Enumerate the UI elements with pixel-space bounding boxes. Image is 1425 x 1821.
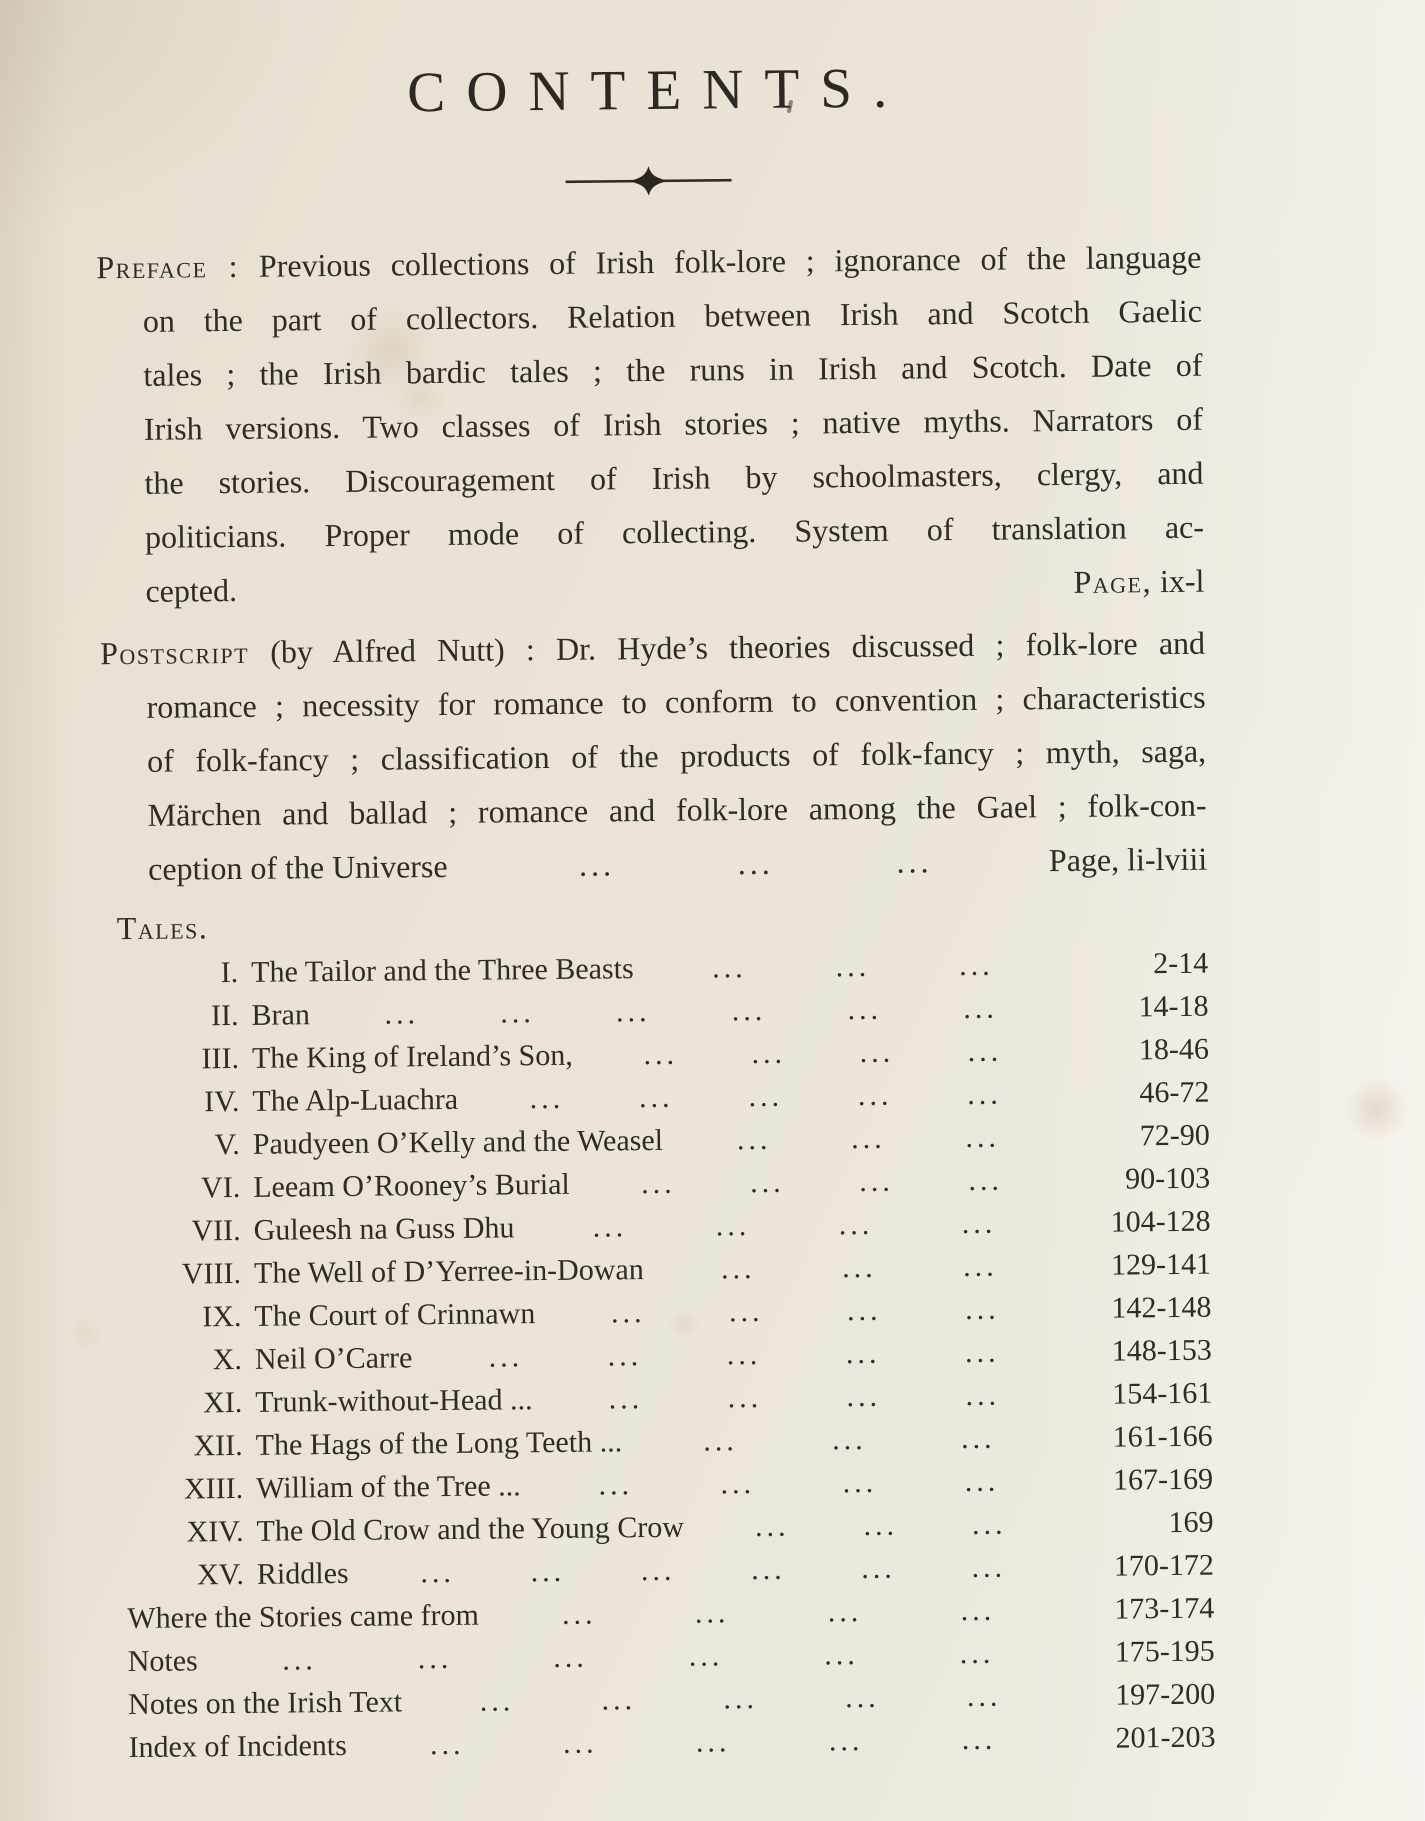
toc-entry-pages: 2-14 (1152, 946, 1209, 981)
dot-group: ... (610, 1296, 646, 1330)
dot-group: ... (727, 1380, 763, 1415)
dot-leader (573, 1029, 1058, 1077)
postscript-entry (100, 616, 1208, 897)
toc-entry-numeral: VI. (200, 1170, 241, 1205)
contents-page (94, 0, 1216, 1769)
toc-entry-pages: 90-103 (1125, 1161, 1211, 1196)
postscript-line-end: ception of the Universe (147, 847, 448, 887)
dot-group: ... (607, 1339, 643, 1373)
dot-group: ... (384, 997, 420, 1031)
dot-group: ... (561, 1597, 597, 1631)
toc-entry-pages: 175-195 (1114, 1634, 1215, 1669)
postscript-page-ref (1049, 832, 1208, 888)
toc-entry-title: Where the Stories came from (127, 1598, 480, 1636)
preface-entry (96, 230, 1205, 619)
dot-group: ... (695, 1725, 731, 1759)
preface-line: politicians. Proper mode of collecting. System of translation ac- (144, 508, 1205, 555)
dot-leader (633, 943, 1056, 990)
dot-group: ... (429, 1727, 465, 1762)
dot-group: ... (831, 1422, 867, 1457)
dot-group: ... (726, 1337, 762, 1372)
toc-entry-pages: 14-18 (1138, 989, 1209, 1024)
toc-entry-pages: 154-161 (1112, 1376, 1213, 1411)
dot-group: ... (965, 1120, 1001, 1154)
dot-group: ... (615, 995, 651, 1029)
toc-entry-pages: 18-46 (1138, 1032, 1210, 1067)
tales-heading: Tales. (116, 909, 209, 947)
toc-entry-numeral: XI. (202, 1385, 243, 1420)
dot-group: ... (965, 1378, 1001, 1413)
toc-entry-title: The Old Crow and the Young Crow (256, 1510, 685, 1548)
dot-group: ... (553, 1640, 588, 1674)
dot-group: ... (958, 948, 994, 983)
dot-group: ... (845, 1336, 881, 1371)
dot-group: ... (754, 1509, 790, 1544)
dot-group: ... (420, 1555, 456, 1590)
dot-group: ... (960, 1421, 996, 1456)
postscript-last-line (102, 832, 1207, 897)
dot-group: ... (479, 1684, 515, 1718)
divider-ornament (563, 164, 733, 196)
toc-entry-numeral: VIII. (181, 1256, 242, 1291)
dot-group: ... (963, 991, 998, 1026)
dot-group: ... (971, 1507, 1007, 1541)
toc-entry-pages: 167-169 (1112, 1462, 1214, 1497)
dot-group: ... (967, 1034, 1003, 1068)
dot-group: ... (850, 1121, 886, 1156)
toc-entry-numeral: XII. (193, 1428, 243, 1463)
dot-leader (458, 1072, 1058, 1121)
dot-group: ... (846, 1293, 882, 1328)
toc-entry-pages: 104-128 (1110, 1204, 1211, 1239)
dot-group: ... (961, 1722, 997, 1757)
toc-entry-numeral: II. (210, 998, 239, 1033)
dot-leader (532, 1373, 1060, 1421)
dot-leader (514, 1201, 1059, 1249)
dot-group: ... (530, 1554, 566, 1589)
dot-group: ... (736, 1122, 772, 1157)
toc-entry-title: Riddles (256, 1556, 349, 1591)
toc-entry-title: William of the Tree ... (255, 1469, 521, 1505)
dot-group: ... (959, 1636, 995, 1671)
dot-group: ... (863, 1508, 899, 1542)
preface-page-ref (1073, 554, 1204, 609)
dot-leader: ... ... ... (578, 843, 933, 883)
page-range: ix-l (1159, 562, 1205, 600)
dot-group: ... (748, 1079, 784, 1114)
dot-group: ... (720, 1467, 756, 1501)
dot-group: ... (845, 1680, 880, 1715)
page-range: li-lviii (1126, 840, 1208, 878)
toc-entry-numeral: I. (220, 955, 239, 990)
tales-list (103, 942, 1216, 1770)
dot-leader (521, 1459, 1062, 1507)
dot-group: ... (640, 1166, 676, 1201)
dot-leader (663, 1115, 1058, 1162)
dot-leader (347, 1717, 1064, 1767)
postscript-line: of folk-fancy ; classification of the products of folk-fancy ; myth, saga, (146, 732, 1207, 779)
toc-entry-title: The Alp-Luachra (252, 1082, 459, 1118)
dot-group: ... (282, 1643, 317, 1677)
toc-entry-numeral: III. (201, 1041, 240, 1076)
dot-group: ... (608, 1382, 644, 1416)
dot-group: ... (592, 1210, 628, 1244)
dot-group: ... (598, 1468, 634, 1502)
toc-entry-numeral: X. (212, 1342, 243, 1377)
dot-group: ... (728, 1294, 764, 1329)
toc-entry-pages: 72-90 (1139, 1118, 1210, 1153)
dot-group: ... (488, 1340, 524, 1374)
dot-leader (644, 1244, 1060, 1291)
dot-group: ... (824, 1638, 859, 1672)
dot-leader (402, 1674, 1063, 1723)
dot-leader (310, 986, 1057, 1036)
toc-entry-pages: 142-148 (1111, 1290, 1212, 1325)
toc-entry-pages: 173-174 (1114, 1591, 1215, 1626)
toc-entry-title: The Well of D’Yerree-in-Dowan (253, 1253, 644, 1290)
toc-entry-title: Index of Incidents (128, 1728, 348, 1765)
dot-group: ... (859, 1164, 894, 1199)
dot-group: ... (417, 1641, 453, 1676)
toc-entry-title: Paudyeen O’Kelly and the Weasel (252, 1123, 664, 1161)
dot-group: ... (694, 1596, 730, 1630)
dot-group: ... (827, 1595, 863, 1629)
postscript-text: (by Alfred Nutt) : Dr. Hyde’s theories discussed ; folk-lore and (270, 624, 1206, 670)
dot-group: ... (964, 1292, 1000, 1327)
preface-line: tales ; the Irish bardic tales ; the runs in Irish and Scotch. Date of (143, 346, 1203, 393)
dot-group: ... (703, 1424, 738, 1458)
dot-group: ... (964, 1464, 1000, 1499)
toc-entry-numeral: XIV. (186, 1514, 244, 1549)
dot-group: ... (859, 1035, 895, 1070)
preface-line: on the part of collectors. Relation between Irish and Scotch Gaelic (142, 292, 1203, 339)
toc-row (110, 1716, 1215, 1770)
toc-entry-pages: 170-172 (1113, 1548, 1215, 1583)
dot-group: ... (846, 1379, 882, 1414)
page-title: CONTENTS. (406, 56, 909, 125)
dot-leader (535, 1287, 1060, 1335)
toc-entry-pages: 129-141 (1110, 1247, 1212, 1282)
toc-entry-title: Notes (127, 1644, 198, 1679)
page-label: Page, (1048, 841, 1120, 879)
toc-entry-title: Neil O’Carre (254, 1341, 413, 1376)
dot-leader (348, 1545, 1062, 1595)
toc-entry-pages: 46-72 (1139, 1075, 1210, 1110)
dot-leader (479, 1588, 1063, 1637)
dot-group: ... (688, 1639, 724, 1673)
toc-entry-numeral: V. (214, 1127, 240, 1162)
dot-group: ... (847, 992, 883, 1027)
dot-group: ... (971, 1550, 1007, 1584)
preface-line: Irish versions. Two classes of Irish stories ; native myths. Narrators of (143, 400, 1204, 447)
dot-group: ... (643, 1037, 679, 1072)
preface-label: Preface : (96, 247, 240, 286)
dot-leader (570, 1158, 1059, 1206)
dot-group: ... (838, 1207, 874, 1242)
toc-entry-numeral: IV. (203, 1084, 240, 1119)
dot-group: ... (751, 1036, 787, 1071)
toc-entry-pages: 161-166 (1112, 1419, 1213, 1454)
toc-entry-pages: 197-200 (1114, 1677, 1216, 1712)
dot-group: ... (723, 1682, 759, 1716)
dot-group: ... (964, 1335, 1000, 1370)
dot-group: ... (715, 1209, 751, 1243)
toc-entry-title: The Hags of the Long Teeth ... (255, 1425, 623, 1462)
dot-group: ... (750, 1552, 786, 1587)
toc-entry-title: Bran (251, 998, 311, 1032)
dot-group: ... (500, 996, 535, 1030)
postscript-label: Postscript (99, 633, 250, 672)
page-label: Page, (1073, 563, 1153, 600)
dot-group: ... (966, 1679, 1002, 1714)
dot-group: ... (640, 1553, 676, 1588)
dot-group: ... (711, 951, 747, 985)
postscript-line: romance ; necessity for romance to conform to convention ; characteristics (146, 678, 1206, 725)
preface-last-line (99, 554, 1204, 619)
toc-entry-pages: 201-203 (1115, 1720, 1216, 1755)
toc-entry-numeral: IX. (202, 1299, 242, 1334)
toc-entry-title: Notes on the Irish Text (128, 1685, 403, 1722)
toc-entry-title: The Tailor and the Three Beasts (251, 952, 634, 989)
toc-entry-pages: 169 (1168, 1505, 1214, 1540)
toc-entry-numeral: XV. (196, 1557, 245, 1592)
toc-entry-title: Trunk-without-Head ... (255, 1383, 533, 1419)
dot-group: ... (861, 1551, 896, 1586)
dot-group: ... (601, 1683, 637, 1717)
dot-group: ... (835, 949, 871, 984)
preface-line-end: cepted. (145, 571, 238, 609)
dot-group: ... (731, 993, 767, 1028)
dot-group: ... (963, 1249, 998, 1284)
postscript-line: Märchen and ballad ; romance and folk-lore among the Gael ; folk-con- (147, 786, 1207, 833)
dot-group: ... (967, 1077, 1002, 1111)
dot-group: ... (842, 1465, 878, 1500)
preface-line: the stories. Discouragement of Irish by schoolmasters, clergy, and (144, 454, 1204, 501)
dot-group: ... (841, 1250, 877, 1285)
toc-entry-numeral: VII. (191, 1213, 241, 1248)
dot-leader (412, 1330, 1060, 1379)
toc-entry-title: Guleesh na Guss Dhu (253, 1211, 515, 1247)
toc-entry-numeral: XIII. (183, 1471, 244, 1506)
dot-group: ... (968, 1163, 1004, 1197)
dot-group: ... (857, 1078, 893, 1113)
dot-group: ... (562, 1726, 598, 1760)
dot-leader (622, 1416, 1061, 1463)
toc-entry-title: The Court of Crinnawn (254, 1297, 536, 1333)
dot-group: ... (720, 1252, 756, 1286)
dot-group: ... (961, 1206, 997, 1241)
toc-entry-pages: 148-153 (1111, 1333, 1212, 1368)
toc-entry-title: The King of Ireland’s Son, (251, 1038, 573, 1075)
dot-group: ... (638, 1080, 674, 1115)
toc-entry-title: Leeam O’Rooney’s Burial (253, 1167, 570, 1204)
dot-leader (684, 1502, 1062, 1549)
dot-group: ... (828, 1724, 864, 1758)
preface-text: Previous collections of Irish folk-lore ; ignorance of the language (258, 238, 1202, 284)
dot-group: ... (960, 1593, 996, 1628)
dot-group: ... (529, 1081, 565, 1116)
dot-group: ... (750, 1165, 785, 1200)
